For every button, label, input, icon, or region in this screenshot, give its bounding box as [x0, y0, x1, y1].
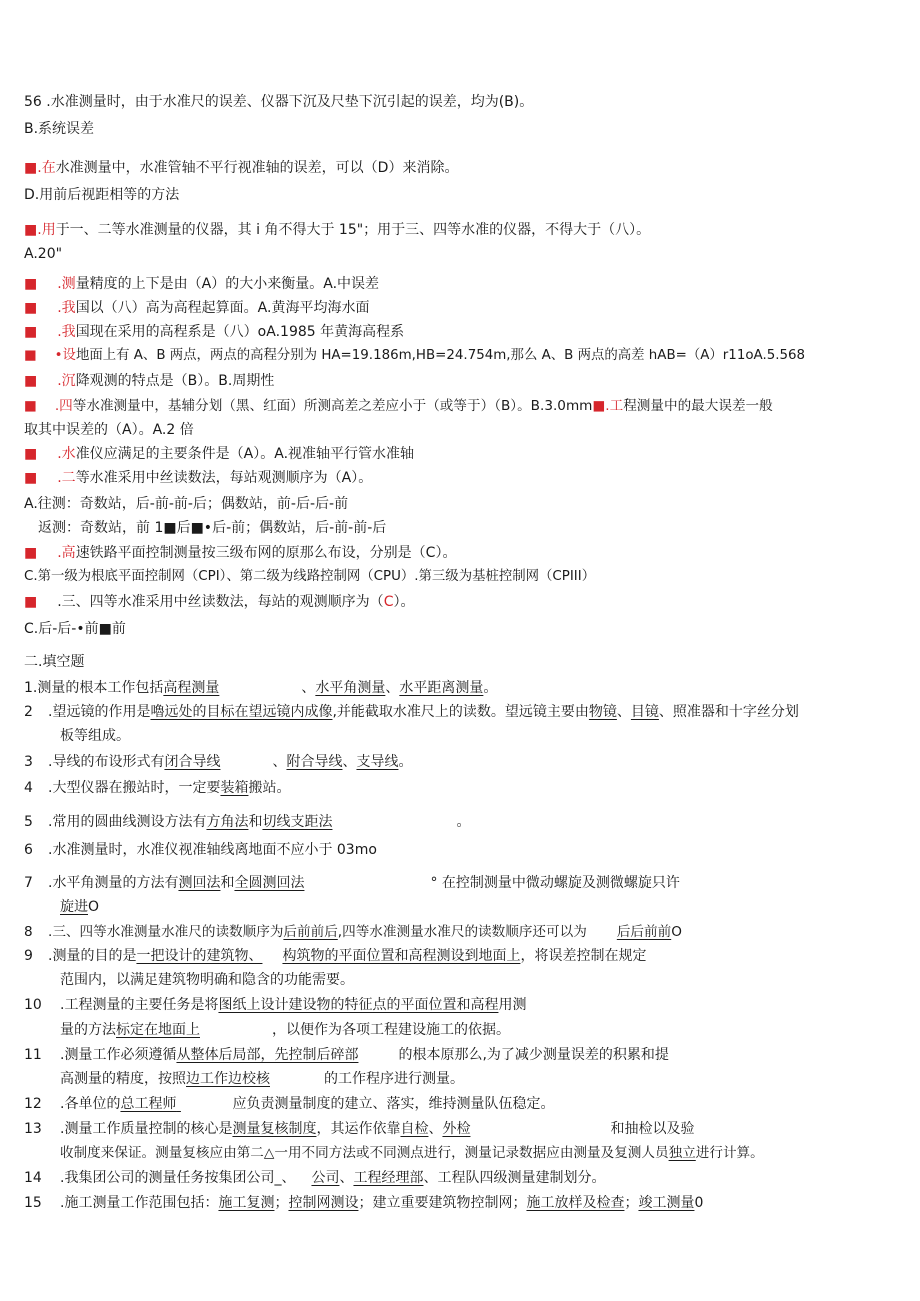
answer-57: D.用前后视距相等的方法 — [24, 187, 180, 203]
fill-blank-12: 12 .各单位的总工程师 应负责测量制度的建立、落实，维持测量队伍稳定。 — [24, 1096, 555, 1112]
fill-blank-8: 8 .三、四等水准测量水准尺的读数顺序为后前前后,四等水准测量水准尺的读数顺序还可以为 后后前前O — [24, 924, 682, 940]
question-57: ■.在水准测量中，水准管轴不平行视准轴的误差，可以（D）来消除。 — [24, 160, 459, 176]
answer-58: A.20" — [24, 246, 63, 262]
fill-blank-1: 1.测量的根本工作包括高程测量 、水平角测量、水平距离测量。 — [24, 680, 498, 696]
fill-blank-3: 3 .导线的布设形式有闭合导线 、附合导线、支导线。 — [24, 754, 413, 770]
question-61: ■ .我国现在采用的高程系是（八）oA.1985 年黄海高程系 — [24, 324, 405, 340]
fill-blank-2: 2 .望远镜的作用是嚕远处的目标在望远镜内成像,并能截取水准尺上的读数。望远镜主要由物镜、目镜、照准器和十字丝分划 — [24, 704, 799, 720]
fill-blank-11-cont: 高测量的精度，按照边工作边校核 的工作程序进行测量。 — [60, 1071, 464, 1087]
question-58: ■.用于一、二等水准测量的仪器，其 i 角不得大于 15"；用于三、四等水准的仪器，不得大于（八）。 — [24, 222, 651, 238]
fill-blank-15: 15 .施工测量工作范围包括：施工复测；控制网测设；建立重要建筑物控制网；施工放样及检查；竣工测量0 — [24, 1195, 704, 1211]
fill-blank-11: 11 .测量工作必须遵循从整体后局部，先控制后碎部 的根本原那么,为了减少测量误差的积累和提 — [24, 1047, 669, 1063]
answer-56: B.系统误差 — [24, 121, 95, 137]
section-heading: 二.填空题 — [24, 654, 85, 670]
question-60: ■ .我国以（八）高为高程起算面。A.黄海平均海水面 — [24, 300, 370, 316]
fill-blank-4: 4 .大型仪器在搬站时，一定要装箱搬站。 — [24, 780, 291, 796]
question-67: ■ .高速铁路平面控制测量按三级布网的原那么布设，分别是（C）。 — [24, 545, 457, 561]
fill-blank-9: 9 .测量的目的是一把设计的建筑物、 构筑物的平面位置和高程测设到地面上，将误差控制在规定 — [24, 948, 647, 964]
question-66: ■ .二等水准采用中丝读数法，每站观测顺序为（A）。 — [24, 470, 373, 486]
question-68: ■ .三、四等水准采用中丝读数法，每站的观测顺序为（C）。 — [24, 594, 415, 610]
fill-blank-9-cont: 范围内，以满足建筑物明确和隐含的功能需要。 — [60, 972, 354, 988]
answer-68: C.后-后-•前■前 — [24, 621, 126, 637]
fill-blank-10-cont: 量的方法标定在地面上 ，以便作为各项工程建设施工的依据。 — [60, 1022, 510, 1038]
question-65: ■ .水准仪应满足的主要条件是（A）。A.视准轴平行管水准轴 — [24, 446, 415, 462]
fill-blank-7-cont: 旋进O — [60, 899, 100, 915]
question-56: 56 .水准测量时，由于水准尺的误差、仪器下沉及尺垫下沉引起的误差，均为(B)。 — [24, 94, 534, 110]
fill-blank-6: 6 .水准测量时，水准仪视准轴线离地面不应小于 03mo — [24, 842, 377, 858]
fill-blank-13: 13 .测量工作质量控制的核心是测量复核制度，其运作依靠自检、外检 和抽检以及验 — [24, 1121, 695, 1137]
answer-66-a: A.往测：奇数站，后-前-前-后；偶数站，前-后-后-前 — [24, 496, 349, 512]
fill-blank-2-cont: 板等组成。 — [60, 728, 130, 744]
question-62: ■ •设地面上有 A、B 两点，两点的高程分别为 HA=19.186m,HB=24.754m,那么 A、B 两点的高差 hAB=（A）r11oA.5.568 — [24, 348, 806, 363]
fill-blank-7: 7 .水平角测量的方法有测回法和全圆测回法 ° 在控制测量中微动螺旋及测微螺旋只许 — [24, 875, 680, 891]
answer-66-b: 返测：奇数站，前 1■后■•后-前；偶数站，后-前-前-后 — [38, 520, 387, 536]
fill-blank-10: 10 .工程测量的主要任务是将图纸上设计建设物的特征点的平面位置和高程用测 — [24, 997, 527, 1013]
answer-67: C.第一级为根底平面控制网（CPI）、第二级为线路控制网（CPU）.第三级为基桩控制网（CPIII） — [24, 569, 596, 584]
fill-blank-13-cont: 收制度来保证。测量复核应由第二△一用不同方法或不同测点进行，测量记录数据应由测量及复测人员独立进行计算。 — [60, 1145, 764, 1161]
question-59: ■ .测量精度的上下是由（A）的大小来衡量。A.中误差 — [24, 276, 380, 292]
fill-blank-5: 5 .常用的圆曲线测设方法有方角法和切线支距法 。 — [24, 814, 471, 830]
question-64: ■ .四等水准测量中，基辅分划（黑、红面）所测高差之差应小于（或等于）（B）。B.3.0mm■.工程测量中的最大误差一般 — [24, 398, 773, 414]
fill-blank-14: 14 .我集团公司的测量任务按集团公司_、 公司、工程经理部、工程队四级测量建制划分。 — [24, 1170, 606, 1186]
question-63: ■ .沉降观测的特点是（B）。B.周期性 — [24, 373, 275, 389]
answer-64: 取其中误差的（A）。A.2 倍 — [24, 422, 194, 438]
